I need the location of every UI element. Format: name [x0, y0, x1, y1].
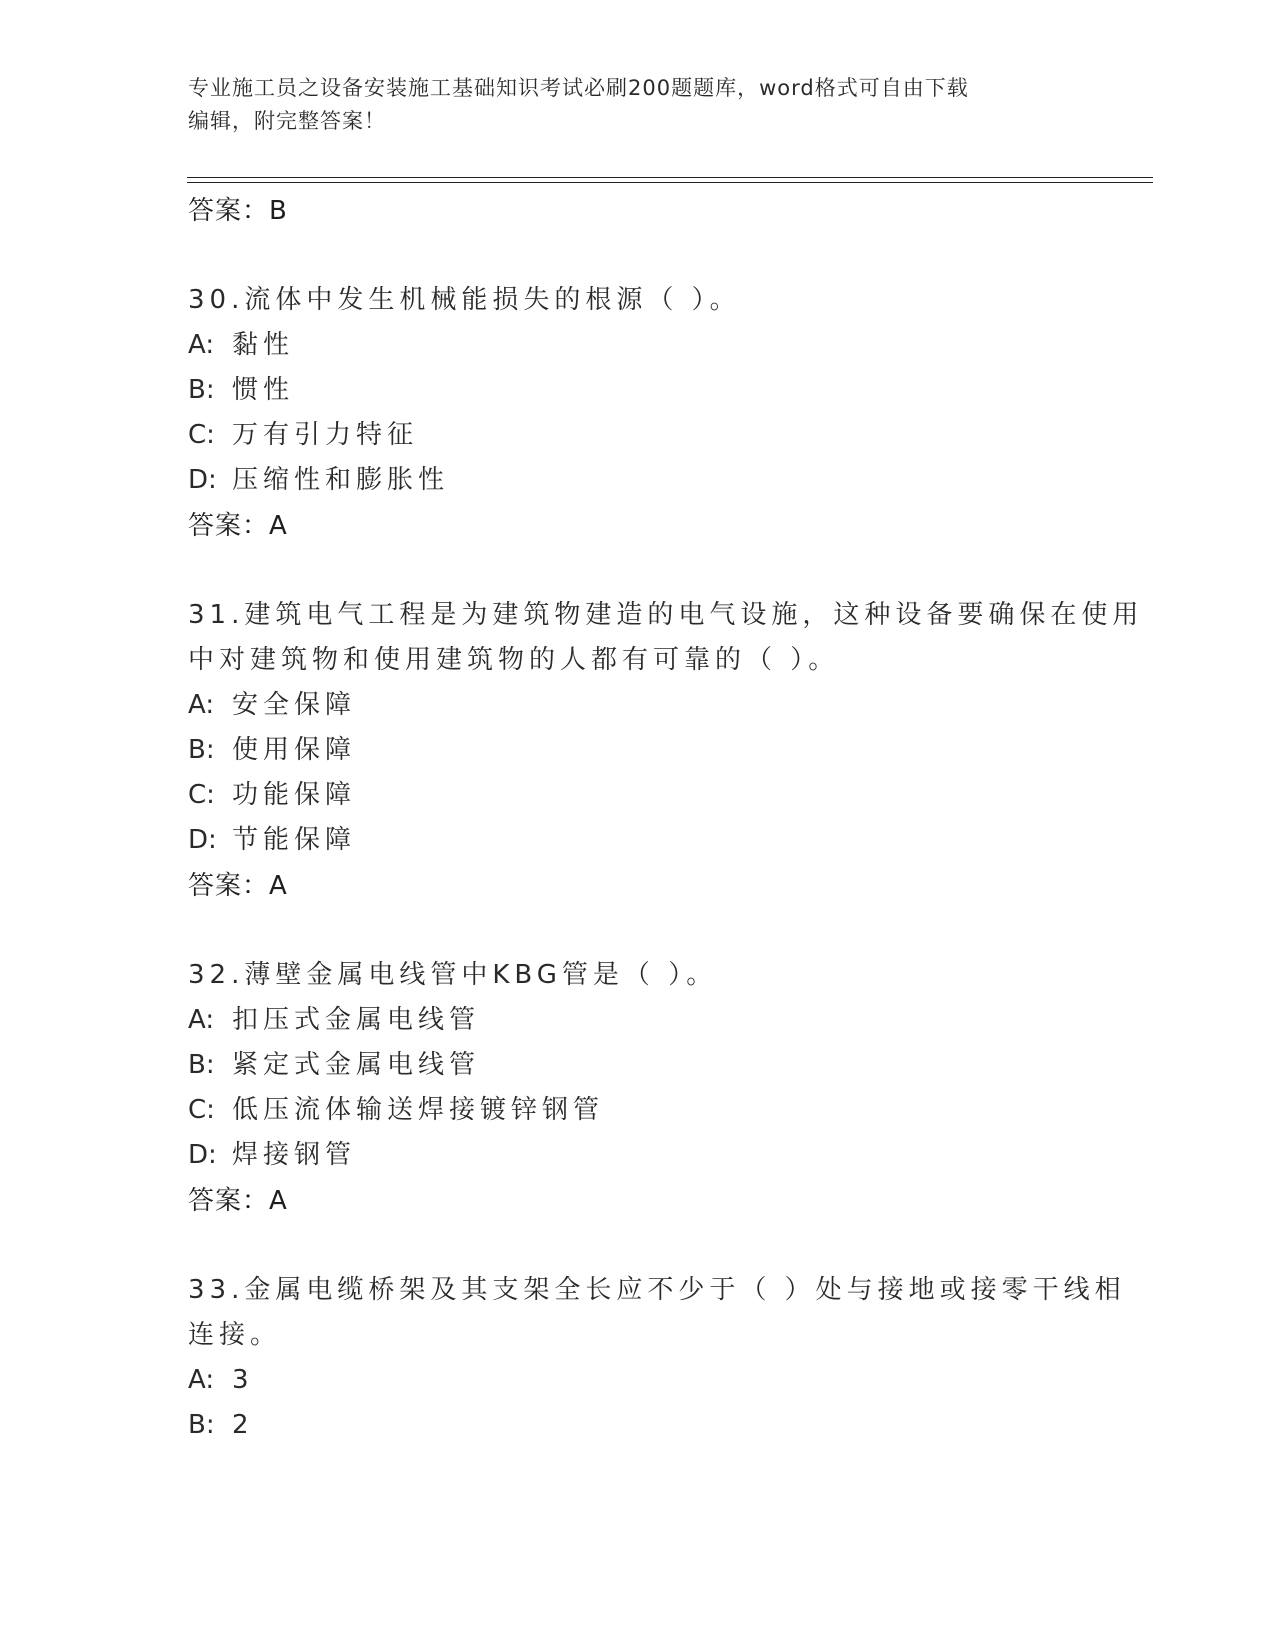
option-letter: C:	[188, 780, 215, 810]
question-31-option-b	[188, 728, 1088, 773]
header-line-1: 专业施工员之设备安装施工基础知识考试必刷200题题库，word格式可自由下载	[188, 76, 969, 100]
question-30-option-c	[188, 413, 1088, 458]
option-letter: B:	[188, 1050, 215, 1080]
option-letter: B:	[188, 1410, 215, 1440]
question-33-stem-line-1: 33.金属电缆桥架及其支架全长应不少于（ ）处与接地或接零干线相	[188, 1275, 1126, 1305]
option-letter: C:	[188, 420, 215, 450]
option-letter: D:	[188, 465, 217, 495]
option-letter: A:	[188, 330, 215, 360]
question-30	[188, 278, 1088, 549]
question-31-stem-line-2: 中对建筑物和使用建筑物的人都有可靠的（ ）。	[188, 645, 840, 675]
question-30-option-a	[188, 323, 1088, 368]
question-32-option-b	[188, 1043, 1088, 1088]
option-text: 低压流体输送焊接镀锌钢管	[232, 1095, 605, 1125]
option-text: 黏性	[232, 330, 295, 360]
question-32-option-a	[188, 998, 1088, 1043]
question-32-stem: 32.薄壁金属电线管中KBG管是（ ）。	[188, 960, 718, 990]
header-line-2: 编辑，附完整答案！	[188, 109, 386, 133]
document-header	[188, 72, 1068, 138]
option-text: 安全保障	[232, 690, 357, 720]
question-30-stem: 30.流体中发生机械能损失的根源（ ）。	[188, 285, 741, 315]
option-letter: D:	[188, 825, 217, 855]
question-31-option-a	[188, 683, 1088, 728]
option-letter: D:	[188, 1140, 217, 1170]
option-text: 使用保障	[232, 735, 357, 765]
option-letter: B:	[188, 375, 215, 405]
option-letter: C:	[188, 1095, 215, 1125]
question-30-option-d	[188, 458, 1088, 503]
option-text: 焊接钢管	[232, 1140, 357, 1170]
option-text: 功能保障	[232, 780, 357, 810]
question-33-option-b	[188, 1403, 1088, 1448]
question-32-option-c	[188, 1088, 1088, 1133]
option-letter: B:	[188, 735, 215, 765]
option-text: 万有引力特征	[232, 420, 419, 450]
option-letter: A:	[188, 1365, 215, 1395]
question-30-option-b	[188, 368, 1088, 413]
header-rule-top	[187, 177, 1153, 178]
option-text: 3	[232, 1365, 254, 1395]
question-30-answer: 答案：A	[188, 511, 288, 541]
question-32-option-d	[188, 1133, 1088, 1178]
question-33-stem-line-2: 连接。	[188, 1320, 282, 1350]
answer-29: 答案：B	[188, 196, 288, 226]
option-text: 节能保障	[232, 825, 357, 855]
question-32-answer: 答案：A	[188, 1186, 288, 1216]
option-text: 2	[232, 1410, 254, 1440]
question-list	[188, 188, 1144, 1448]
option-text: 扣压式金属电线管	[232, 1005, 481, 1035]
question-32	[188, 953, 1088, 1224]
question-33	[188, 1268, 1126, 1448]
question-31-option-d	[188, 818, 1088, 863]
question-31-option-c	[188, 773, 1088, 818]
option-text: 压缩性和膨胀性	[232, 465, 450, 495]
question-31-answer: 答案：A	[188, 871, 288, 901]
question-31-stem-line-1: 31.建筑电气工程是为建筑物建造的电气设施，这种设备要确保在使用	[188, 600, 1144, 630]
option-text: 紧定式金属电线管	[232, 1050, 481, 1080]
option-letter: A:	[188, 690, 215, 720]
question-31	[188, 593, 1144, 909]
question-33-option-a	[188, 1358, 1088, 1403]
option-text: 惯性	[232, 375, 295, 405]
header-rule-bottom	[187, 182, 1153, 183]
option-letter: A:	[188, 1005, 215, 1035]
